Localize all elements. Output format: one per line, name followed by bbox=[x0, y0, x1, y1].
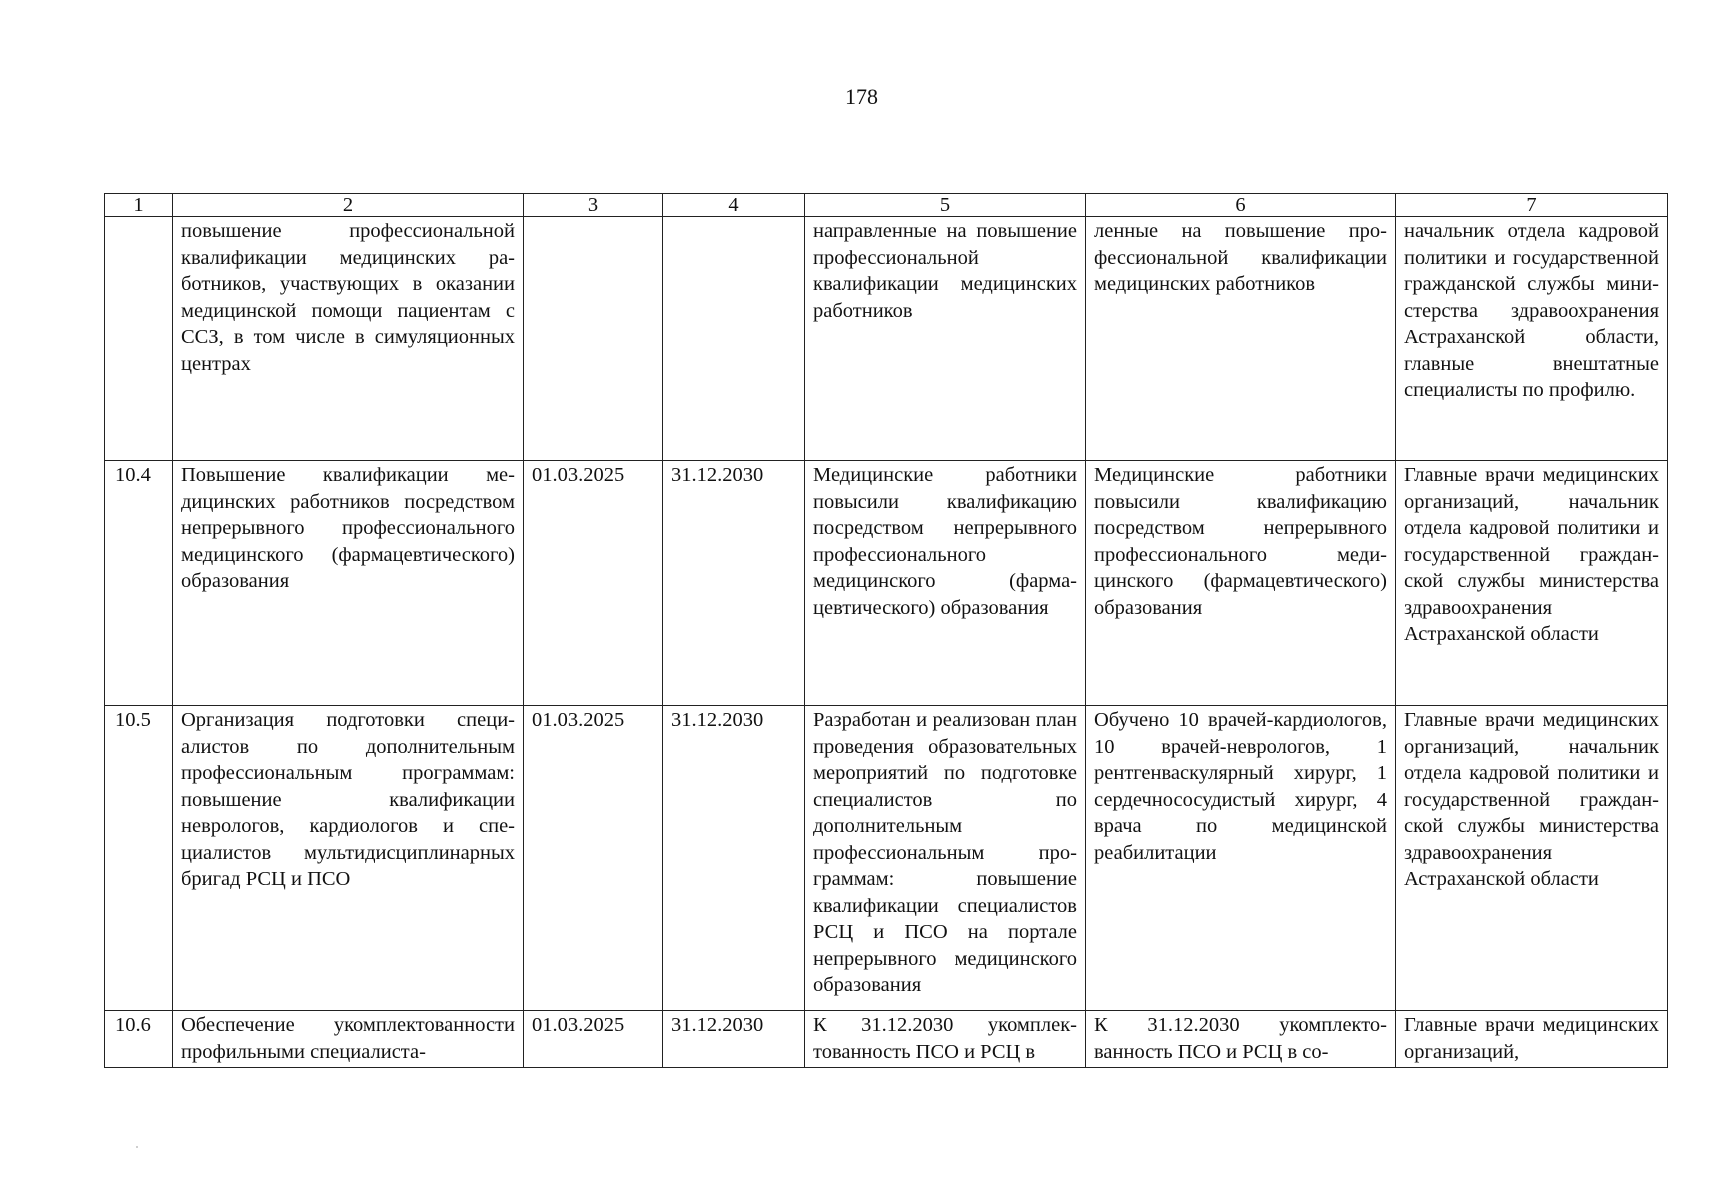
table-row bbox=[105, 706, 1668, 1011]
result-description-cell: ленные на повышение профессиональной квалификации медицинских работников bbox=[1086, 217, 1396, 461]
table-row bbox=[105, 217, 1668, 461]
result-cell: Разработан и реализован план проведения образовательных мероприятий по подготовке специалистов по дополнительным профессиональным программам: повышение квалификации специалистов РСЦ и ПСО на портале непрерывного медицинского образования bbox=[805, 706, 1086, 1011]
result-description-cell: Медицинские работники повысили квалификацию посредством непрерывного профессионального медицинского (фармацевтического) образования bbox=[1086, 461, 1396, 706]
result-cell: К 31.12.2030 укомплектованность ПСО и РСЦ в bbox=[805, 1011, 1086, 1068]
table-row bbox=[105, 461, 1668, 706]
item-number-cell bbox=[105, 217, 173, 461]
end-date-cell bbox=[663, 217, 805, 461]
responsible-cell: начальник отдела кадровой политики и государственной гражданской службы министерства здравоохранения Астраханской области, главные внештатные специалисты по профилю. bbox=[1396, 217, 1668, 461]
measure-cell: Организация подготовки специалистов по дополнительным профессиональным программам: повышение квалификации неврологов, кардиологов и специалистов мультидисциплинарных бригад РСЦ и ПСО bbox=[173, 706, 524, 1011]
measure-cell: повышение профессиональной квалификации медицинских работников, участвующих в оказании медицинской помощи пациентам с ССЗ, в том числе в симуляционных центрах bbox=[173, 217, 524, 461]
responsible-cell: Главные врачи медицинских организаций, bbox=[1396, 1011, 1668, 1068]
page-number: 178 bbox=[845, 84, 878, 109]
measure-cell: Повышение квалификации медицинских работников посредством непрерывного профессионального медицинского (фармацевтического) образования bbox=[173, 461, 524, 706]
column-number-header: 1 bbox=[105, 194, 173, 217]
column-number-row bbox=[105, 194, 1668, 217]
start-date-cell bbox=[524, 217, 663, 461]
start-date-cell: 01.03.2025 bbox=[524, 1011, 663, 1068]
column-number-header: 3 bbox=[524, 194, 663, 217]
end-date-cell: 31.12.2030 bbox=[663, 461, 805, 706]
item-number-cell: 10.4 bbox=[105, 461, 173, 706]
end-date-cell: 31.12.2030 bbox=[663, 706, 805, 1011]
column-number-header: 7 bbox=[1396, 194, 1668, 217]
column-number-header: 6 bbox=[1086, 194, 1396, 217]
measure-cell: Обеспечение укомплектованности профильными специалиста- bbox=[173, 1011, 524, 1068]
result-cell: направленные на повышение профессиональной квалификации медицинских работников bbox=[805, 217, 1086, 461]
result-cell: Медицинские работники повысили квалификацию посредством непрерывного профессионального медицинского (фармацевтического) образования bbox=[805, 461, 1086, 706]
item-number-cell: 10.6 bbox=[105, 1011, 173, 1068]
result-description-cell: Обучено 10 врачей-кардиологов, 10 врачей-неврологов, 1 рентгенваскулярный хирург, 1 сердечнососудистый хирург, 4 врача по медицинской реабилитации bbox=[1086, 706, 1396, 1011]
start-date-cell: 01.03.2025 bbox=[524, 461, 663, 706]
end-date-cell: 31.12.2030 bbox=[663, 1011, 805, 1068]
item-number-cell: 10.5 bbox=[105, 706, 173, 1011]
column-number-header: 2 bbox=[173, 194, 524, 217]
table-row bbox=[105, 1011, 1668, 1068]
responsible-cell: Главные врачи медицинских организаций, начальник отдела кадровой политики и государственной гражданской службы министерства здравоохранения Астраханской области bbox=[1396, 461, 1668, 706]
column-number-header: 5 bbox=[805, 194, 1086, 217]
start-date-cell: 01.03.2025 bbox=[524, 706, 663, 1011]
scan-speck bbox=[136, 1146, 138, 1148]
column-number-header: 4 bbox=[663, 194, 805, 217]
result-description-cell: К 31.12.2030 укомплектованность ПСО и РСЦ в со- bbox=[1086, 1011, 1396, 1068]
measures-table bbox=[104, 193, 1668, 1068]
responsible-cell: Главные врачи медицинских организаций, начальник отдела кадровой политики и государственной гражданской службы министерства здравоохранения Астраханской области bbox=[1396, 706, 1668, 1011]
